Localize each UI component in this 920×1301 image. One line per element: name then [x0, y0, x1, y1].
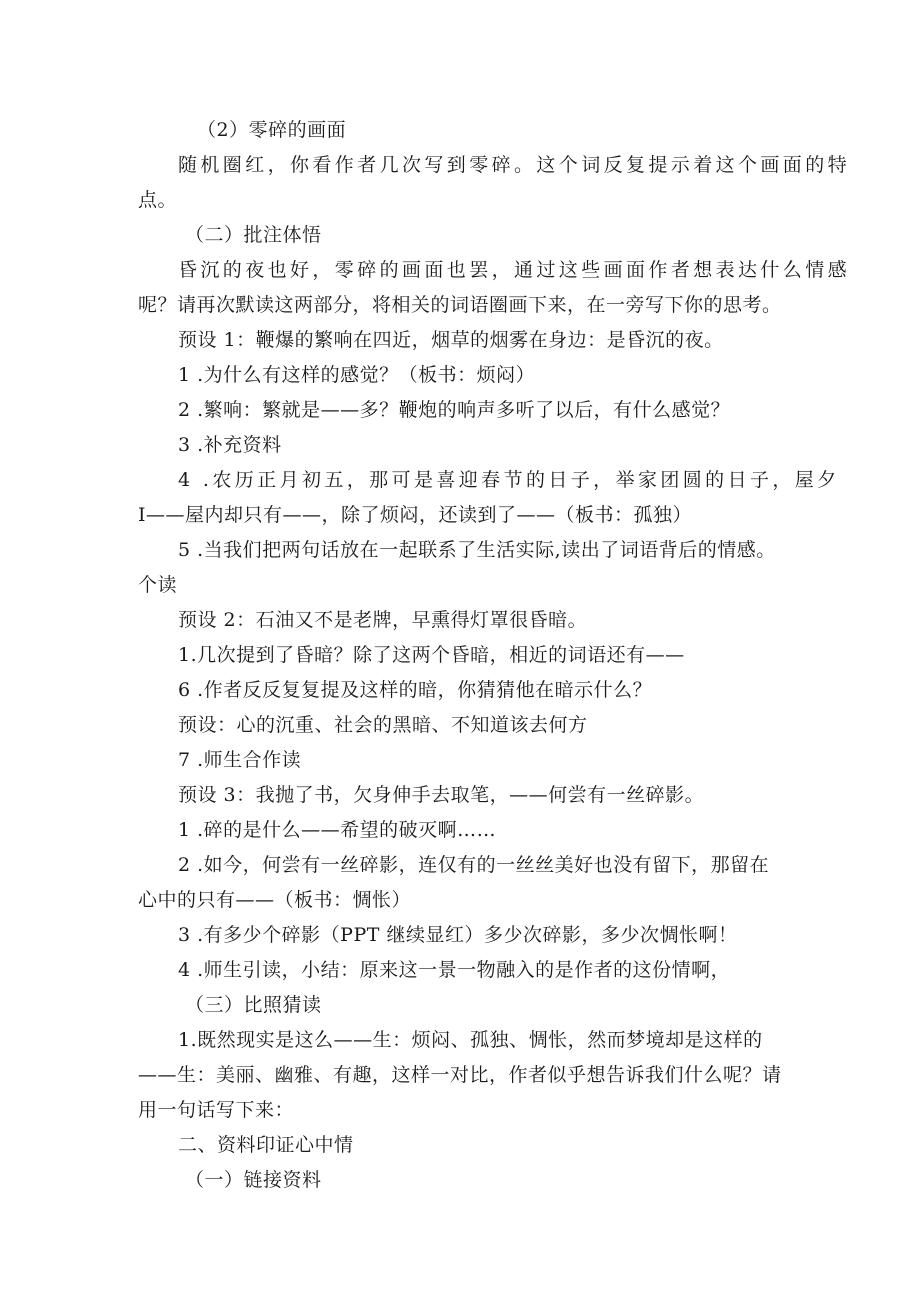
section-heading-materials: 二、资料印证心中情: [178, 1134, 354, 1156]
list-item: 1.既然现实是这么——生：烦闷、孤独、惆怅，然而梦境却是这样的: [178, 1029, 763, 1051]
list-item: 2 .繁响：繁就是——多？鞭炮的响声多听了以后，有什么感觉？: [178, 399, 731, 421]
paragraph-line: I——屋内却只有——，除了烦闷，还读到了——（板书：孤独）: [138, 504, 693, 526]
subheading-fragmented-pictures: （2）零碎的画面: [197, 119, 347, 141]
section-heading-annotation: （二）批注体悟: [185, 224, 322, 246]
paragraph-line: 呢？请再次默读这两部分，将相关的词语圈画下来，在一旁写下你的思考。: [138, 294, 782, 316]
section-heading-compare: （三）比照猜读: [185, 994, 322, 1016]
list-item: 5 .当我们把两句话放在一起联系了生活实际,读出了词语背后的情感。: [178, 539, 776, 561]
paragraph-line: 用一句话写下来：: [138, 1099, 295, 1121]
paragraph-line: 随机圈红，你看作者几次写到零碎。这个词反复提示着这个画面的特: [178, 154, 851, 176]
list-item: 4 .师生引读，小结：原来这一景一物融入的是作者的这份情啊，: [178, 959, 731, 981]
preset-3: 预设 3：我抛了书，欠身伸手去取笔，——何尝有一丝碎影。: [178, 784, 705, 806]
paragraph-line: 昏沉的夜也好，零碎的画面也罢，通过这些画面作者想表达什么情感: [178, 259, 851, 281]
list-item: 6 .作者反反复复提及这样的暗，你猜猜他在暗示什么？: [178, 679, 653, 701]
list-item: 7 .师生合作读: [178, 749, 302, 771]
paragraph-line: 心中的只有——（板书：惆怅）: [138, 889, 412, 911]
paragraph-line: 点。: [138, 189, 178, 211]
list-item: 1 .碎的是什么——希望的破灭啊……: [178, 819, 497, 841]
preset-2: 预设 2：石油又不是老牌，早熏得灯罩很昏暗。: [178, 609, 588, 631]
paragraph-line: ——生：美丽、幽雅、有趣，这样一对比，作者似乎想告诉我们什么呢？请: [138, 1064, 782, 1086]
preset-1: 预设 1：鞭爆的繁响在四近，烟草的烟雾在身边：是昏沉的夜。: [178, 329, 724, 351]
list-item: 1 .为什么有这样的感觉？（板书：烦闷）: [178, 364, 536, 386]
preset-note: 预设：心的沉重、社会的黑暗、不知道该去何方: [178, 714, 588, 736]
subheading-link-materials: （一）链接资料: [185, 1169, 322, 1191]
paragraph-line: 个读: [138, 574, 178, 596]
list-item: 3 .补充资料: [178, 434, 282, 456]
list-item: 3 .有多少个碎影（PPT 继续显红）多少次碎影，多少次惆怅啊！: [178, 924, 738, 946]
list-item: 1.几次提到了昏暗？除了这两个昏暗，相近的词语还有——: [178, 644, 685, 666]
list-item: 2 .如今，何尝有一丝碎影，连仅有的一丝丝美好也没有留下，那留在: [178, 854, 770, 876]
list-item: 4 .农历正月初五，那可是喜迎春节的日子，举家团圆的日子，屋夕: [178, 469, 840, 491]
